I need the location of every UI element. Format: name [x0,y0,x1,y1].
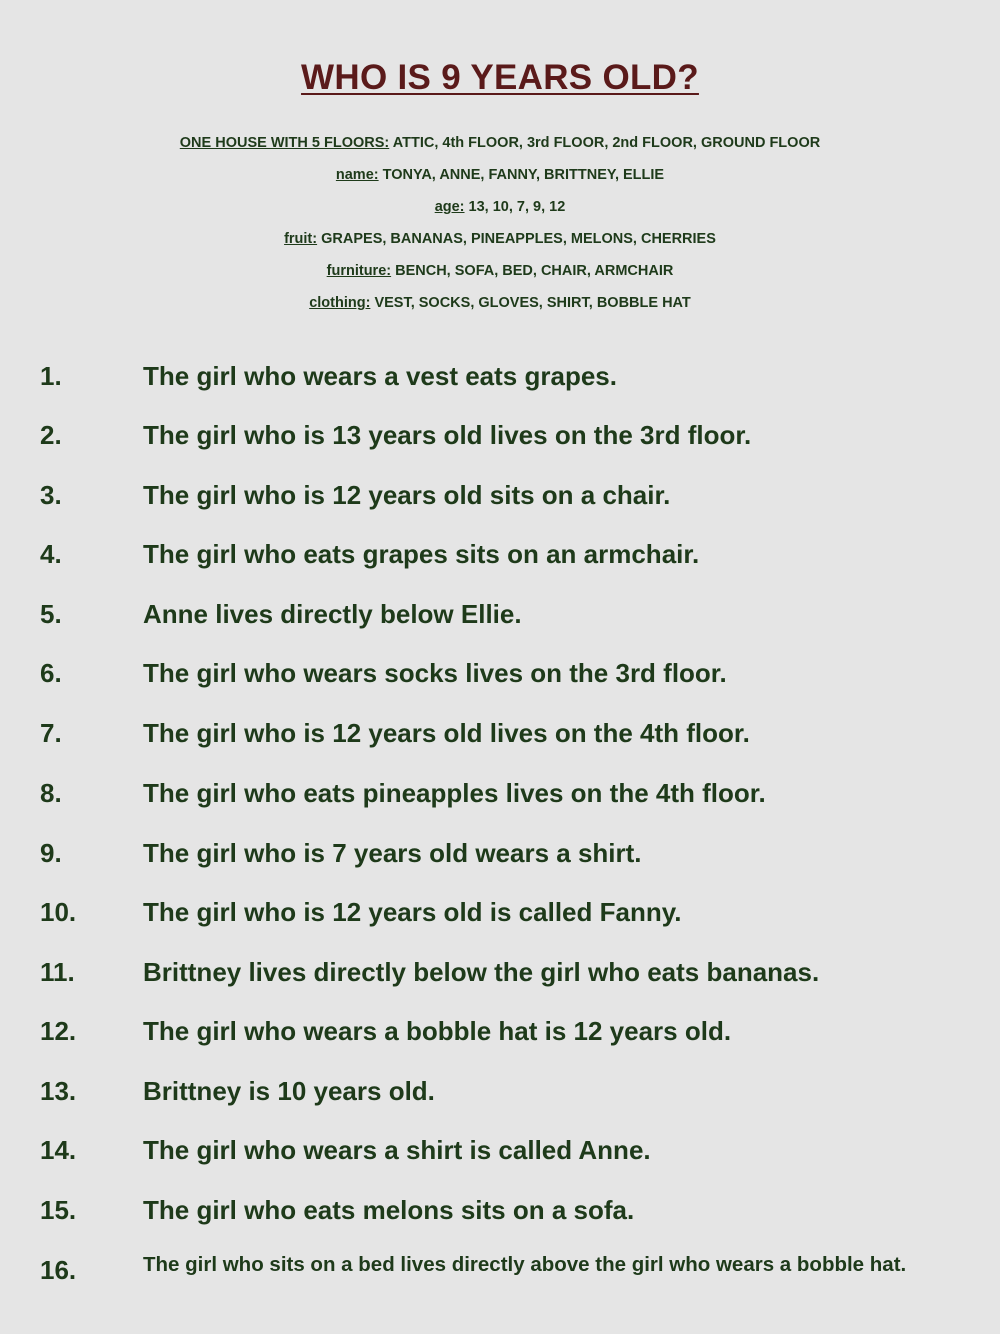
clue-text: The girl who is 7 years old wears a shirt. [143,838,642,868]
clue-number: 4. [40,539,62,569]
clue-number: 12. [40,1016,77,1046]
clue-number: 9. [40,838,62,868]
category-values: 13, 10, 7, 9, 12 [468,199,566,215]
clue-number: 14. [40,1135,77,1165]
clue-number: 8. [40,778,62,808]
category-label: ONE HOUSE WITH 5 FLOORS: [179,135,390,151]
clue-number: 15. [40,1195,77,1225]
clue-text: The girl who is 12 years old sits on a chair. [143,480,671,510]
clue-text: Anne lives directly below Ellie. [143,599,522,629]
category-age [0,197,1000,217]
clue-text: The girl who is 13 years old lives on the 3rd floor. [143,420,752,450]
clue-text: The girl who sits on a bed lives directly above the girl who wears a bobble hat. [143,1253,907,1276]
category-values: GRAPES, BANANAS, PINEAPPLES, MELONS, CHERRIES [321,231,716,247]
clue-text: The girl who eats pineapples lives on the 4th floor. [143,778,766,808]
clue-number: 1. [40,361,62,391]
clue-text: The girl who wears a vest eats grapes. [143,361,617,391]
category-furniture [0,261,1000,281]
category-fruit [0,229,1000,249]
page-title: WHO IS 9 YEARS OLD? [301,58,699,97]
category-label: age: [434,199,465,215]
category-values: ATTIC, 4th FLOOR, 3rd FLOOR, 2nd FLOOR, GROUND FLOOR [392,135,821,151]
clue-text: Brittney is 10 years old. [143,1076,435,1106]
category-values: VEST, SOCKS, GLOVES, SHIRT, BOBBLE HAT [374,295,691,311]
clue-number: 10. [40,897,77,927]
clue-text: The girl who is 12 years old is called Fanny. [143,897,682,927]
category-label: clothing: [309,295,371,311]
clue-text: The girl who wears a shirt is called Anne. [143,1135,651,1165]
clue-number: 7. [40,718,62,748]
clue-number: 3. [40,480,62,510]
category-floors [0,133,1000,153]
clue-text: The girl who wears socks lives on the 3rd floor. [143,658,727,688]
category-values: TONYA, ANNE, FANNY, BRITTNEY, ELLIE [382,167,665,183]
clue-number: 13. [40,1076,77,1106]
clue-number: 5. [40,599,62,629]
clue-number: 2. [40,420,62,450]
clue-text: The girl who is 12 years old lives on the 4th floor. [143,718,750,748]
clue-text: The girl who wears a bobble hat is 12 years old. [143,1016,732,1046]
category-values: BENCH, SOFA, BED, CHAIR, ARMCHAIR [395,263,674,279]
clue-number: 6. [40,658,62,688]
category-clothing [0,293,1000,313]
clue-text: The girl who eats melons sits on a sofa. [143,1195,635,1225]
clue-text: The girl who eats grapes sits on an armchair. [143,539,700,569]
category-label: fruit: [284,231,318,247]
category-name [0,165,1000,185]
clue-number: 16. [40,1255,77,1285]
clue-text: Brittney lives directly below the girl who eats bananas. [143,957,820,987]
clue-number: 11. [40,957,75,987]
category-label: furniture: [326,263,392,279]
category-label: name: [335,167,379,183]
